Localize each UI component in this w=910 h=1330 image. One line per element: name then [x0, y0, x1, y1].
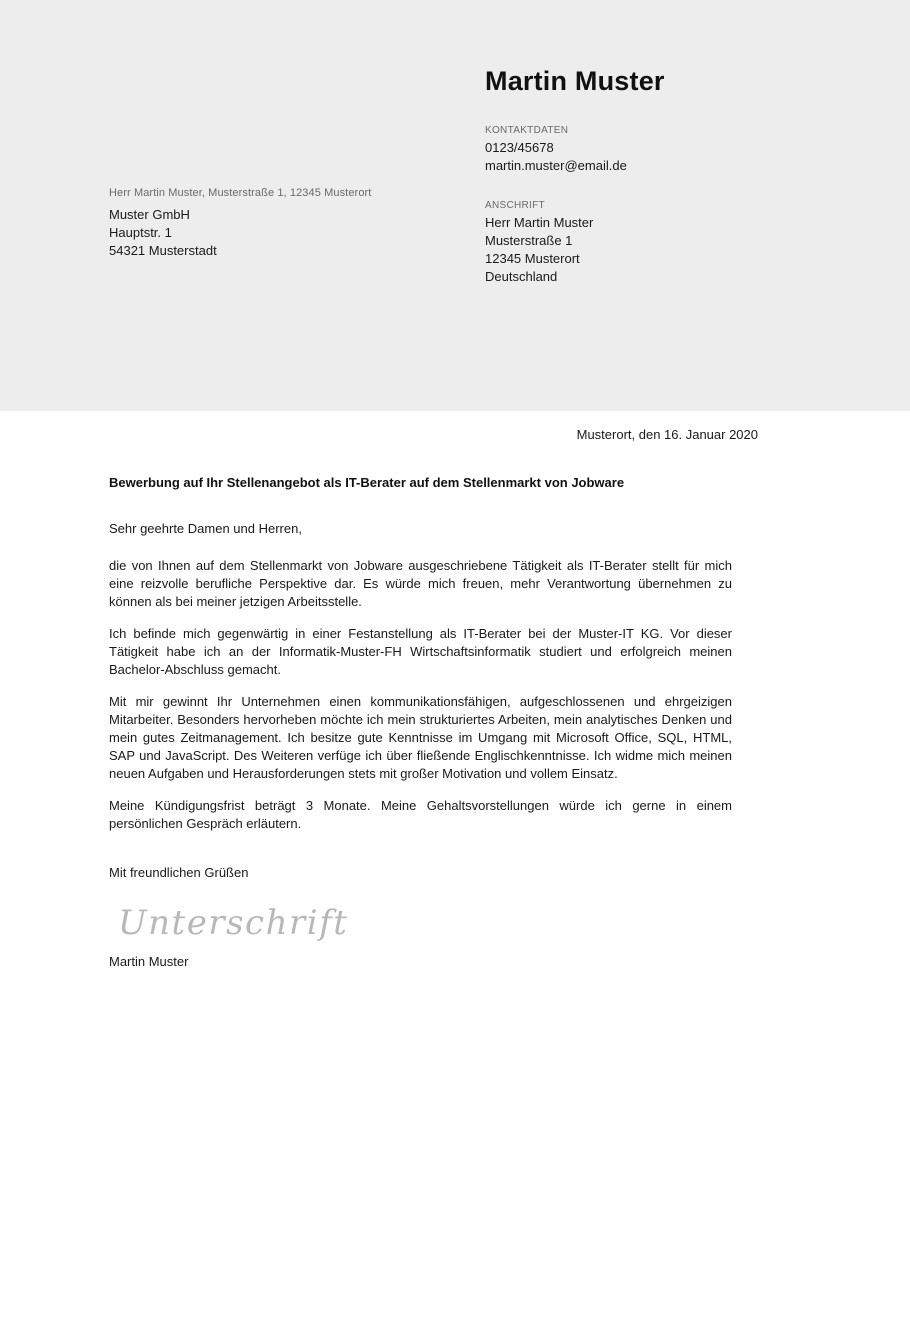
recipient-address [109, 206, 217, 260]
signature [112, 898, 352, 950]
contact-label: KONTAKTDATEN [485, 125, 569, 136]
body-paragraph: Ich befinde mich gegenwärtig in einer Festanstellung als IT-Berater bei der Muster-IT KG. Vor dieser Tätigkeit habe ich an der Informatik-Muster-FH Wirtschaftsinformatik studiert und erfolgreich meinen Bachelor-Abschluss gemacht. [109, 626, 732, 677]
contact-details [485, 139, 627, 175]
signer-name: Martin Muster [109, 954, 189, 969]
letter-body [109, 557, 732, 847]
applicant-name: Martin Muster [485, 66, 665, 96]
recipient-line: Muster GmbH [109, 207, 190, 222]
letter-subject: Bewerbung auf Ihr Stellenangebot als IT-Berater auf dem Stellenmarkt von Jobware [109, 475, 625, 490]
applicant-address [485, 214, 593, 286]
signature-text: Unterschrift [118, 903, 349, 943]
recipient-line: Hauptstr. 1 [109, 225, 172, 240]
email-address: martin.muster@email.de [485, 158, 627, 173]
phone-number: 0123/45678 [485, 140, 554, 155]
salutation: Sehr geehrte Damen und Herren, [109, 521, 302, 536]
address-line: Musterstraße 1 [485, 233, 573, 248]
address-line: Deutschland [485, 269, 558, 284]
address-line: Herr Martin Muster [485, 215, 594, 230]
signature-graphic [112, 898, 352, 950]
address-line: 12345 Musterort [485, 251, 580, 266]
body-paragraph: Meine Kündigungsfrist beträgt 3 Monate. Meine Gehaltsvorstellungen würde ich gerne in einem persönlichen Gespräch erläutern. [109, 798, 732, 831]
body-paragraph: die von Ihnen auf dem Stellenmarkt von Jobware ausgeschriebene Tätigkeit als IT-Berater stellt für mich eine reizvolle berufliche Perspektive dar. Es würde mich freuen, mehr Verantwortung übernehmen zu können als bei meiner jetzigen Arbeitsstelle. [109, 558, 732, 609]
sender-return-address: Herr Martin Muster, Musterstraße 1, 12345 Musterort [109, 187, 372, 199]
recipient-line: 54321 Musterstadt [109, 243, 217, 258]
letter-date: Musterort, den 16. Januar 2020 [576, 427, 758, 442]
closing-phrase: Mit freundlichen Grüßen [109, 865, 249, 880]
body-paragraph: Mit mir gewinnt Ihr Unternehmen einen kommunikationsfähigen, aufgeschlossenen und ehrgeizigen Mitarbeiter. Besonders hervorheben möchte ich mein strukturiertes Arbeiten, mein analytisches Denken und mein gutes Zeitmanagement. Ich besitze gute Kenntnisse im Umgang mit Microsoft Office, SQL, HTML, SAP und JavaScript. Des Weiteren verfüge ich über fließende Englischkenntnisse. Ich widme mich meinen neuen Aufgaben und Herausforderungen stets mit großer Motivation und vollem Einsatz. [109, 694, 732, 781]
address-label: ANSCHRIFT [485, 200, 545, 211]
